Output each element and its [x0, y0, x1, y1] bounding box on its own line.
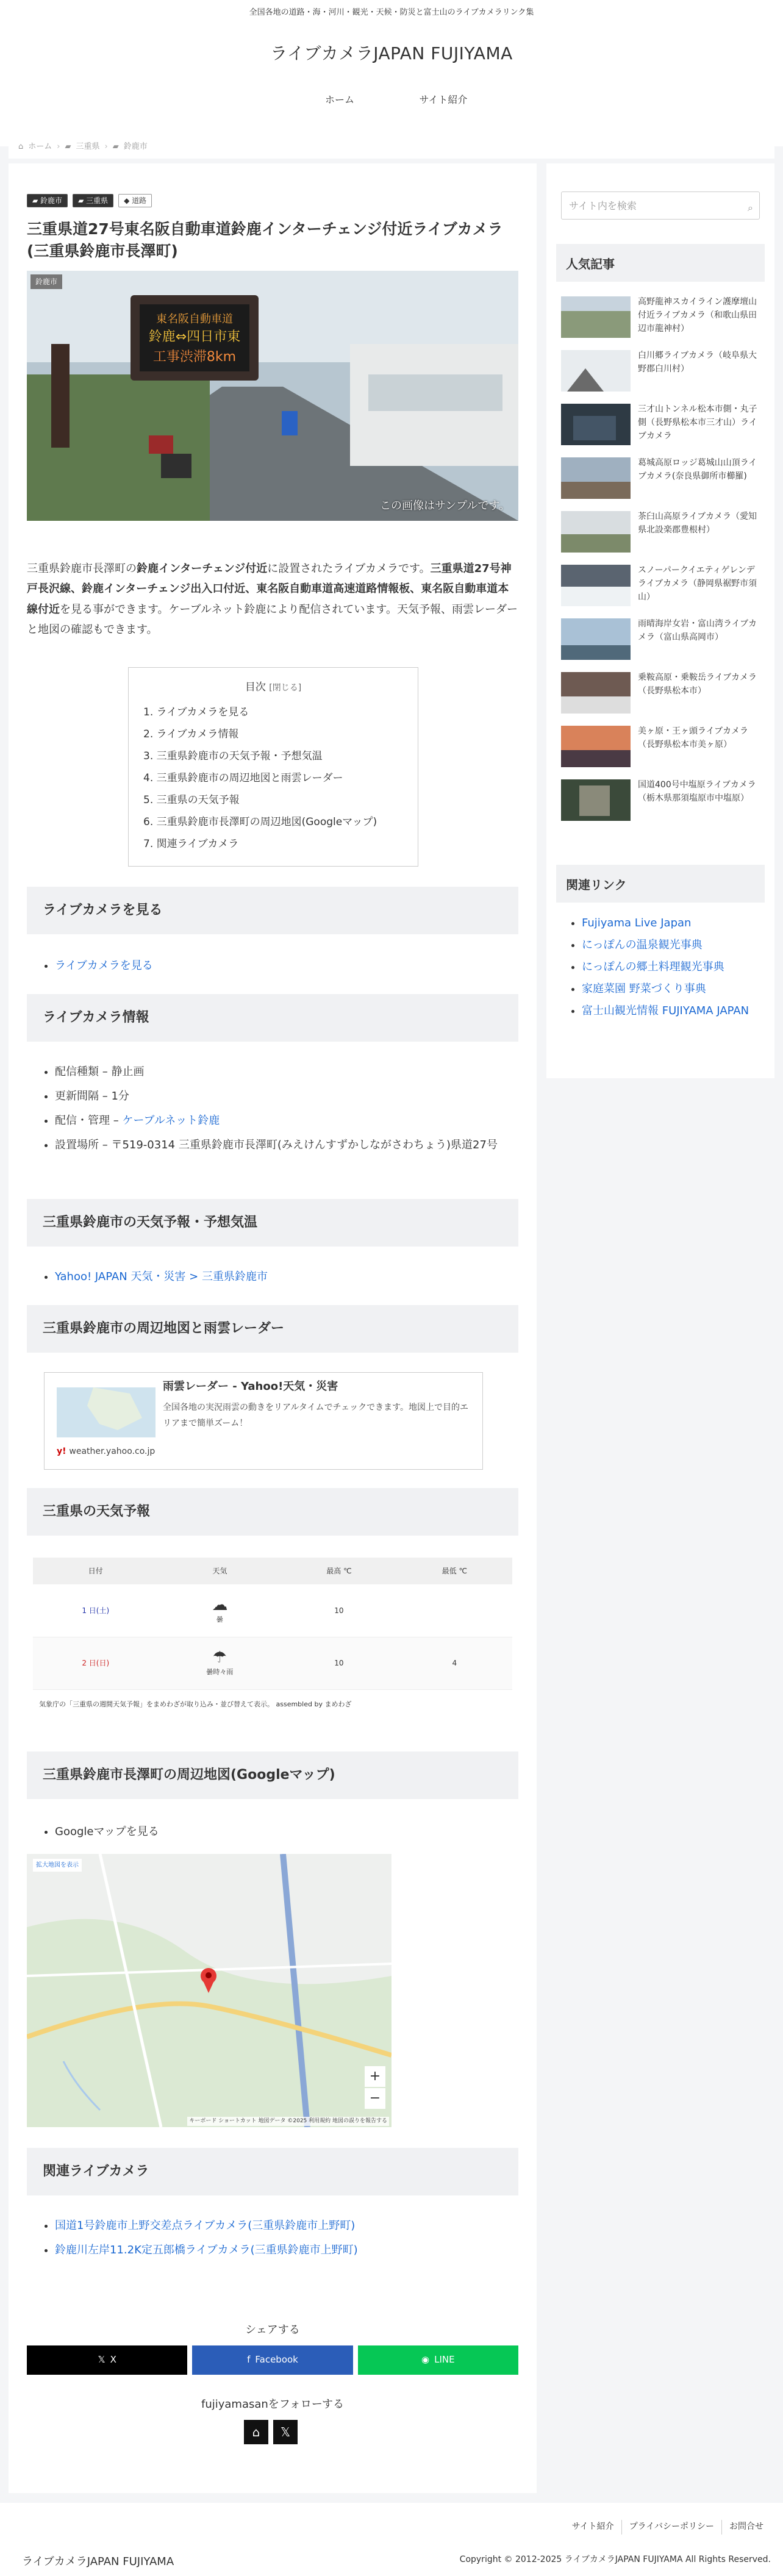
popular-item[interactable]: 茶臼山高原ライブカメラ（愛知県北設楽郡豊根村）	[561, 511, 760, 554]
sidebar-link[interactable]: 家庭菜園 野菜づくり事典	[582, 982, 706, 995]
weather-col-high: 最高 ℃	[281, 1558, 396, 1584]
toc-item[interactable]: 4. 三重県鈴鹿市の周辺地図と雨雲レーダー	[143, 771, 343, 784]
breadcrumb-pref[interactable]: 三重県	[76, 141, 100, 151]
popular-thumbnail	[561, 296, 631, 338]
weather-col-weather: 天気	[159, 1558, 282, 1584]
follow-label: fujiyamasanをフォローする	[201, 2398, 344, 2411]
sidebar-link[interactable]: 富士山観光情報 FUJIYAMA JAPAN	[582, 1004, 749, 1017]
section-heading-related: 関連ライブカメラ	[27, 2148, 518, 2195]
map-footer-text: キーボード ショートカット 地図データ ©2025 利用規約 地図の誤りを報告する	[187, 2117, 389, 2126]
section-heading-radar: 三重県鈴鹿市の周辺地図と雨雲レーダー	[27, 1305, 518, 1353]
hero-image	[27, 271, 518, 521]
section-heading-pref-weather: 三重県の天気予報	[27, 1488, 518, 1536]
popular-item[interactable]: 白川郷ライブカメラ（岐阜県大野郡白川村）	[561, 350, 760, 393]
popular-item[interactable]: 葛城高原ロッジ葛城山山頂ライブカメラ(奈良県御所市櫛羅)	[561, 457, 760, 500]
camera-sample-image	[27, 271, 518, 521]
site-header	[0, 0, 783, 146]
radar-thumbnail	[57, 1381, 156, 1437]
info-location: • 設置場所 – 〒519-0314 三重県鈴鹿市長澤町(みえけんすずかしながさわちょう)県道27号	[55, 1134, 518, 1156]
chevron-right-icon: ›	[57, 141, 60, 151]
toc-item[interactable]: 5. 三重県の天気予報	[143, 793, 240, 806]
section-heading-forecast: 三重県鈴鹿市の天気予報・予想気温	[27, 1199, 518, 1247]
weather-note: 気象庁の「三重県の週間天気予報」をまめわざが取り込み・並び替えて表示。 assembled by まめわざ	[39, 1700, 352, 1708]
line-icon: ◉	[421, 2354, 430, 2366]
popular-thumbnail	[561, 618, 631, 660]
svg-text:工事渋滞8km: 工事渋滞8km	[152, 349, 237, 365]
search-icon[interactable]: ⌕	[748, 202, 753, 213]
popular-item[interactable]: 高野龍神スカイライン護摩壇山付近ライブカメラ（和歌山県田辺市龍神村）	[561, 296, 760, 339]
site-footer	[0, 2503, 783, 2576]
table-row	[33, 1584, 512, 1637]
zoom-in-button[interactable]: +	[365, 2066, 385, 2087]
related-list	[27, 2215, 518, 2264]
popular-item[interactable]: 乗鞍高原・乗鞍岳ライブカメラ（長野県松本市）	[561, 672, 760, 715]
card-url: y! weather.yahoo.co.jp	[57, 1447, 156, 1456]
cloud-icon: ☁	[212, 1595, 228, 1614]
table-of-contents	[128, 667, 418, 867]
popular-thumbnail	[561, 457, 631, 499]
footer-about-link[interactable]: サイト紹介	[571, 2522, 614, 2531]
popular-thumbnail	[561, 511, 631, 553]
weather-date: 2 日(日)	[33, 1637, 159, 1689]
breadcrumb	[9, 135, 774, 159]
weather-low: 4	[397, 1637, 512, 1689]
global-nav	[0, 91, 783, 108]
weather-col-date: 日付	[33, 1558, 159, 1584]
facebook-icon: f	[247, 2354, 251, 2366]
popular-item[interactable]: 国道400号中塩原ライブカメラ（栃木県那須塩原市中塩原）	[561, 779, 760, 822]
toc-toggle[interactable]: [閉じる]	[269, 683, 302, 693]
card-description: 全国各地の実況雨雲の動きをリアルタイムでチェックできます。地図上で目的エリアまで簡単ズーム！	[163, 1403, 469, 1428]
follow-x-button[interactable]	[273, 2420, 298, 2444]
intro-text: 三重県鈴鹿市長澤町の鈴鹿インターチェンジ付近に設置されたライブカメラです。三重県道27号神戸長沢線、鈴鹿インターチェンジ出入口付近、東名阪自動車道高速道路情報板、東名阪自動車道本線付近を見る事ができます。ケーブルネット鈴鹿により配信されています。天気予報、雨雲レーダーと地図の確認もできます。	[27, 562, 518, 636]
section-heading-map: 三重県鈴鹿市長澤町の周辺地図(Googleマップ)	[27, 1751, 518, 1799]
sidebar-link[interactable]: Fujiyama Live Japan	[582, 917, 692, 929]
popular-item[interactable]: 雨晴海岸女岩・富山湾ライブカメラ（富山県高岡市）	[561, 618, 760, 661]
chevron-right-icon: ›	[104, 141, 108, 151]
x-icon: 𝕏	[280, 2425, 291, 2439]
svg-text:東名阪自動車道: 東名阪自動車道	[156, 313, 233, 326]
weather-col-low: 最低 ℃	[397, 1558, 512, 1584]
popular-item[interactable]: 美ヶ原・王ヶ頭ライブカメラ（長野県松本市美ヶ原）	[561, 726, 760, 768]
toc-title: 目次	[245, 681, 266, 693]
folder-icon: ▰	[65, 141, 71, 151]
share-label: シェアする	[245, 2324, 300, 2336]
related-camera-link[interactable]: 鈴鹿川左岸11.2K定五郎橋ライブカメラ(三重県鈴鹿市上野町)	[55, 2244, 358, 2256]
weather-cell: ☂ 曇時々雨	[159, 1637, 282, 1689]
weather-table	[33, 1558, 512, 1690]
popular-heading: 人気記事	[556, 244, 765, 282]
tag-list	[27, 194, 152, 207]
cloud-rain-icon: ☂	[212, 1648, 227, 1667]
sidebar-link[interactable]: にっぽんの温泉観光事典	[582, 939, 703, 951]
home-icon: ⌂	[18, 141, 24, 151]
info-interval: • 更新間隔 – 1分	[55, 1086, 518, 1107]
popular-item[interactable]: スノーパークイエティゲレンデライブカメラ（静岡県裾野市須山）	[561, 565, 760, 607]
forecast-list	[27, 1266, 518, 1290]
breadcrumb-city[interactable]: 鈴鹿市	[123, 141, 148, 151]
share-buttons	[27, 2345, 518, 2375]
popular-thumbnail	[561, 404, 631, 445]
weather-cell: ☁ 曇	[159, 1584, 282, 1637]
popular-thumbnail	[561, 350, 631, 392]
footer-privacy-link[interactable]: プライバシーポリシー	[621, 2520, 721, 2535]
site-title[interactable]: ライブカメラJAPAN FUJIYAMA	[270, 43, 513, 63]
search-input[interactable]: サイト内を検索 ⌕	[561, 191, 760, 220]
tag-city[interactable]: ▰ 鈴鹿市	[27, 194, 68, 207]
camera-info-list	[27, 1061, 518, 1159]
sidebar	[546, 163, 774, 1078]
share-facebook-button[interactable]: f Facebook	[192, 2345, 352, 2375]
site-tagline: 全国各地の道路・海・河川・観光・天候・防災と富士山のライブカメラリンク集	[249, 8, 534, 17]
nav-home[interactable]: ホーム	[324, 94, 354, 106]
watch-list	[27, 955, 518, 979]
weather-low	[397, 1584, 512, 1637]
footer-contact-link[interactable]: お問合せ	[721, 2520, 771, 2535]
breadcrumb-home[interactable]: ホーム	[28, 141, 52, 151]
svg-text:鈴鹿⇔四日市東: 鈴鹿⇔四日市東	[148, 329, 241, 345]
yahoo-icon: y!	[57, 1447, 70, 1456]
forecast-link[interactable]: Yahoo! JAPAN 天気・災害 > 三重県鈴鹿市	[55, 1270, 268, 1283]
tag-icon: ◆	[124, 196, 132, 205]
toc-item[interactable]: 2. ライブカメラ情報	[143, 728, 239, 740]
map-list	[27, 1821, 518, 1845]
enlarge-map-link[interactable]: 拡大地図を表示	[33, 1859, 82, 1872]
info-type: • 配信種類 – 静止画	[55, 1061, 518, 1083]
nav-about[interactable]: サイト紹介	[419, 94, 468, 106]
table-row	[33, 1637, 512, 1689]
follow-buttons	[244, 2420, 298, 2444]
hero-caption: この画像はサンプルです。	[380, 499, 510, 513]
google-map[interactable]	[27, 1854, 392, 2127]
section-heading-watch: ライブカメラを見る	[27, 887, 518, 934]
folder-icon: ▰	[78, 196, 87, 205]
popular-thumbnail	[561, 565, 631, 606]
section-heading-info: ライブカメラ情報	[27, 994, 518, 1042]
toc-item[interactable]: 3. 三重県鈴鹿市の天気予報・予想気温	[143, 750, 323, 762]
toc-item[interactable]: 1. ライブカメラを見る	[143, 706, 249, 718]
popular-thumbnail	[561, 672, 631, 714]
page-title: 三重県道27号東名阪自動車道鈴鹿インターチェンジ付近ライブカメラ(三重県鈴鹿市長澤町)	[27, 220, 503, 260]
category-label[interactable]: 鈴鹿市	[30, 274, 62, 289]
weather-high: 10	[281, 1584, 396, 1637]
popular-thumbnail	[561, 726, 631, 767]
follow-home-button[interactable]	[244, 2420, 268, 2444]
popular-thumbnail	[561, 779, 631, 821]
links-heading: 関連リンク	[556, 865, 765, 903]
map-link[interactable]: • Googleマップを見る	[55, 1821, 518, 1843]
toc-item[interactable]: 7. 関連ライブカメラ	[143, 837, 239, 850]
map-canvas	[27, 1854, 392, 2127]
sidebar-link[interactable]: にっぽんの郷土料理観光事典	[582, 961, 724, 973]
x-icon: 𝕏	[98, 2354, 105, 2366]
share-x-button[interactable]: 𝕏 X	[27, 2345, 187, 2375]
watch-camera-link[interactable]: ライブカメラを見る	[55, 959, 153, 972]
info-provider: • 配信・管理 – ケーブルネット鈴鹿	[55, 1110, 518, 1132]
home-icon: ⌂	[252, 2425, 260, 2439]
related-camera-link[interactable]: 国道1号鈴鹿市上野交差点ライブカメラ(三重県鈴鹿市上野町)	[55, 2219, 356, 2232]
toc-item[interactable]: 6. 三重県鈴鹿市長澤町の周辺地図(Googleマップ)	[143, 815, 377, 828]
popular-item[interactable]: 三才山トンネル松本市側・丸子側（長野県松本市三才山）ライブカメラ	[561, 404, 760, 446]
main-content	[9, 163, 537, 2493]
provider-link[interactable]: ケーブルネット鈴鹿	[122, 1114, 220, 1127]
footer-copyright: Copyright © 2012-2025 ライブカメラJAPAN FUJIYAMA All Rights Reserved.	[459, 2555, 771, 2564]
footer-site-name[interactable]: ライブカメラJAPAN FUJIYAMA	[22, 2555, 174, 2568]
weather-high: 10	[281, 1637, 396, 1689]
folder-icon: ▰	[32, 196, 41, 205]
card-title: 雨雲レーダー - Yahoo!天気・災害	[163, 1380, 338, 1393]
related-links-list	[571, 912, 766, 1022]
weather-date: 1 日(土)	[33, 1584, 159, 1637]
tag-road[interactable]: ◆ 道路	[118, 194, 152, 207]
zoom-out-button[interactable]: −	[365, 2088, 385, 2109]
folder-icon: ▰	[112, 141, 119, 151]
share-line-button[interactable]: ◉ LINE	[358, 2345, 518, 2375]
tag-pref[interactable]: ▰ 三重県	[73, 194, 113, 207]
radar-link-card[interactable]	[44, 1372, 483, 1470]
footer-links	[565, 2520, 771, 2535]
